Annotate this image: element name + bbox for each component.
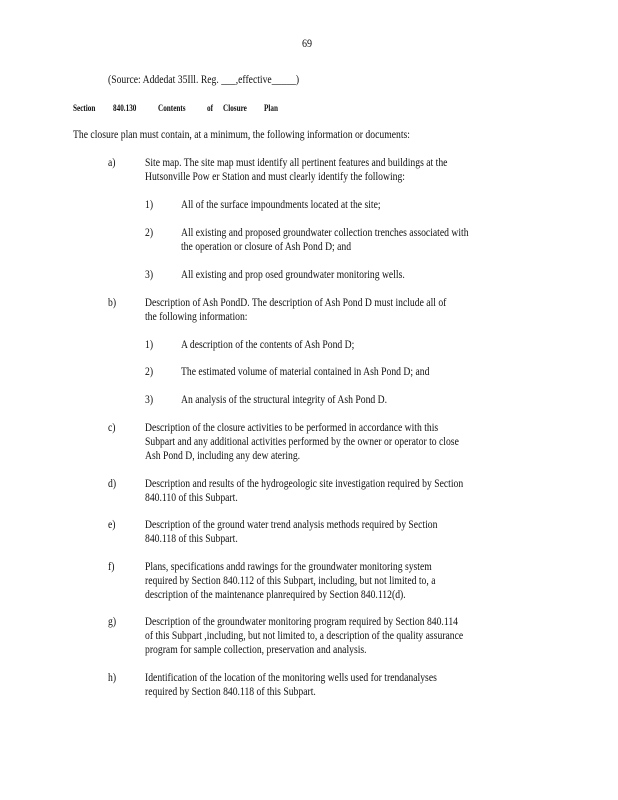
section-code: 840.130 [113, 103, 137, 113]
subitem-label: 2) [145, 366, 154, 378]
item-label: c) [108, 422, 116, 434]
source-note: (Source: Addedat 35Ill. Reg. ___,effective_____) [108, 74, 300, 86]
item-line: Description and results of the hydrogeologic site investigation required by Section [145, 478, 464, 490]
subitem-line: The estimated volume of material contained in Ash Pond D; and [181, 366, 430, 378]
item-line: the following information: [145, 311, 248, 323]
item-label: b) [108, 297, 117, 309]
item-line: Identification of the location of the monitoring wells used for trendanalyses [145, 672, 437, 684]
item-line: of this Subpart ,including, but not limited to, a description of the quality assurance [145, 630, 464, 642]
item-label: g) [108, 616, 117, 628]
subitem-label: 3) [145, 394, 154, 406]
item-line: required by Section 840.118 of this Subpart. [145, 686, 316, 698]
item-line: Description of the groundwater monitoring program required by Section 840.114 [145, 616, 458, 628]
item-label: e) [108, 519, 116, 531]
subitem-line: the operation or closure of Ash Pond D; and [181, 241, 352, 253]
section-label: Section [73, 103, 96, 113]
subitem-line: A description of the contents of Ash Pond D; [181, 339, 355, 351]
item-label: h) [108, 672, 117, 684]
subitem-label: 3) [145, 269, 154, 281]
item-line: Ash Pond D, including any dew atering. [145, 450, 301, 462]
item-line: Subpart and any additional activities performed by the owner or operator to close [145, 436, 459, 448]
section-title-word: Closure [223, 103, 247, 113]
item-line: program for sample collection, preservation and analysis. [145, 644, 367, 656]
item-line: required by Section 840.112 of this Subpart, including, but not limited to, a [145, 575, 436, 587]
subitem-label: 1) [145, 339, 154, 351]
section-title-word: of [207, 103, 213, 113]
section-title-word: Contents [158, 103, 186, 113]
item-line: 840.110 of this Subpart. [145, 492, 238, 504]
item-label: f) [108, 561, 115, 573]
subitem-line: All existing and proposed groundwater collection trenches associated with [181, 227, 469, 239]
item-line: Hutsonville Pow er Station and must clearly identify the following: [145, 171, 405, 183]
intro-paragraph: The closure plan must contain, at a minimum, the following information or documents: [73, 129, 410, 141]
item-line: Plans, specifications andd rawings for the groundwater monitoring system [145, 561, 432, 573]
subitem-label: 1) [145, 199, 154, 211]
section-title-word: Plan [264, 103, 279, 113]
subitem-line: An analysis of the structural integrity of Ash Pond D. [181, 394, 388, 406]
item-line: Site map. The site map must identify all pertinent features and buildings at the [145, 157, 448, 169]
subitem-line: All of the surface impoundments located at the site; [181, 199, 381, 211]
item-line: description of the maintenance planrequired by Section 840.112(d). [145, 589, 406, 601]
item-label: d) [108, 478, 117, 490]
subitem-label: 2) [145, 227, 154, 239]
item-line: Description of the closure activities to be performed in accordance with this [145, 422, 439, 434]
item-label: a) [108, 157, 116, 169]
page-number: 69 [302, 36, 313, 50]
item-line: Description of Ash PondD. The description of Ash Pond D must include all of [145, 297, 447, 309]
item-line: Description of the ground water trend analysis methods required by Section [145, 519, 438, 531]
subitem-line: All existing and prop osed groundwater monitoring wells. [181, 269, 405, 281]
item-line: 840.118 of this Subpart. [145, 533, 238, 545]
